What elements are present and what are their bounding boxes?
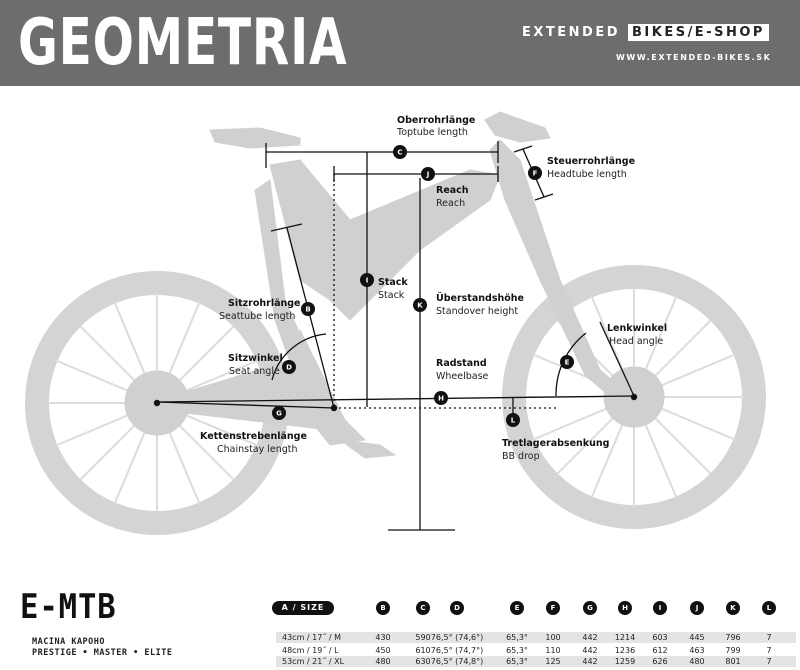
value-cell-d: 76,5° (74,7°)	[430, 646, 484, 655]
label-headtube-en: Headtube length	[547, 169, 627, 180]
label-reach-en: Reach	[436, 198, 466, 209]
model-line-2: PRESTIGE • MASTER • ELITE	[32, 648, 173, 658]
table-category: E-MTB	[20, 587, 117, 627]
column-header-l: L	[762, 601, 776, 615]
header-banner	[0, 0, 800, 86]
marker-g: G	[276, 409, 282, 418]
table-row	[276, 645, 796, 656]
label-wheelbase-en: Wheelbase	[436, 371, 489, 382]
column-header-c: C	[416, 601, 430, 615]
size-cell: 48cm / 19˝ / L	[282, 646, 339, 655]
value-cell-j: 480	[689, 657, 705, 666]
size-column-header: A / SIZE	[272, 601, 334, 615]
page-title: GEOMETRIA	[18, 6, 348, 80]
label-headtube: Steuerrohrlänge	[547, 156, 636, 167]
label-seatangle: Sitzwinkel	[228, 353, 283, 364]
value-cell-f: 125	[545, 657, 561, 666]
label-stack: Stack	[378, 277, 408, 288]
marker-d: D	[286, 363, 292, 372]
column-header-e: E	[510, 601, 524, 615]
label-chainstay-en: Chainstay length	[217, 444, 298, 455]
label-chainstay: Kettenstrebenlänge	[200, 431, 307, 442]
label-bbdrop: Tretlagerabsenkung	[502, 438, 610, 449]
value-cell-c: 590	[415, 633, 431, 642]
marker-h: H	[438, 394, 444, 403]
value-cell-e: 65,3°	[506, 646, 528, 655]
value-cell-f: 110	[545, 646, 561, 655]
label-headangle: Lenkwinkel	[607, 323, 668, 334]
value-cell-i: 626	[652, 657, 668, 666]
column-header-j: J	[690, 601, 704, 615]
size-cell: 43cm / 17˝ / M	[282, 633, 342, 642]
label-seattube-en: Seattube length	[219, 311, 296, 322]
marker-j: J	[426, 170, 430, 179]
label-standover-en: Standover height	[436, 306, 519, 317]
size-cell: 53cm / 21˝ / XL	[282, 657, 345, 666]
column-header-i: I	[653, 601, 667, 615]
marker-k: K	[417, 301, 423, 310]
brand-logo[interactable]	[522, 22, 769, 42]
brand-left: EXTENDED	[522, 24, 620, 40]
value-cell-b: 450	[375, 646, 391, 655]
value-cell-j: 463	[689, 646, 705, 655]
value-cell-h: 1236	[614, 646, 636, 655]
brand-right: BIKES/E-SHOP	[628, 24, 769, 41]
label-bbdrop-en: BB drop	[502, 451, 540, 462]
column-header-d: D	[450, 601, 464, 615]
value-cell-f: 100	[545, 633, 561, 642]
value-cell-k: 801	[725, 657, 741, 666]
value-cell-l: 7	[766, 657, 772, 666]
marker-e: E	[564, 358, 570, 367]
value-cell-g: 442	[582, 657, 598, 666]
value-cell-l: 7	[766, 646, 772, 655]
label-reach: Reach	[436, 185, 469, 196]
model-name	[32, 637, 172, 659]
label-stack-en: Stack	[378, 290, 405, 301]
value-cell-j: 445	[689, 633, 705, 642]
value-cell-h: 1259	[614, 657, 636, 666]
value-cell-k: 796	[725, 633, 741, 642]
value-cell-b: 480	[375, 657, 391, 666]
marker-i: I	[365, 276, 369, 285]
column-header-k: K	[726, 601, 740, 615]
table-row	[276, 656, 796, 667]
label-toptube: Oberrohrlänge	[397, 115, 476, 126]
table-row	[276, 632, 796, 643]
model-line-1: MACINA KAPOHO	[32, 637, 106, 647]
value-cell-c: 610	[415, 646, 431, 655]
value-cell-g: 442	[582, 633, 598, 642]
marker-l: L	[510, 416, 516, 425]
value-cell-d: 76,5° (74,8°)	[430, 657, 484, 666]
geometry-diagram	[0, 86, 800, 586]
value-cell-l: 7	[766, 633, 772, 642]
label-seattube: Sitzrohrlänge	[228, 298, 301, 309]
marker-b: B	[305, 305, 311, 314]
measurement-lines	[157, 141, 634, 530]
value-cell-e: 65,3°	[506, 657, 528, 666]
value-cell-h: 1214	[614, 633, 636, 642]
value-cell-b: 430	[375, 633, 391, 642]
column-header-h: H	[618, 601, 632, 615]
value-cell-d: 76,5° (74,6°)	[430, 633, 484, 642]
column-header-f: F	[546, 601, 560, 615]
column-header-b: B	[376, 601, 390, 615]
value-cell-g: 442	[582, 646, 598, 655]
value-cell-k: 799	[725, 646, 741, 655]
column-header-g: G	[583, 601, 597, 615]
label-standover: Überstandshöhe	[436, 293, 524, 304]
label-headangle-en: Head angle	[609, 336, 664, 347]
label-toptube-en: Toptube length	[397, 127, 468, 138]
label-seatangle-en: Seat angle	[229, 366, 280, 377]
value-cell-i: 603	[652, 633, 668, 642]
value-cell-i: 612	[652, 646, 668, 655]
marker-c: C	[397, 148, 403, 157]
marker-f: F	[532, 169, 538, 178]
website-link[interactable]: WWW.EXTENDED-BIKES.SK	[616, 53, 772, 62]
label-wheelbase: Radstand	[436, 358, 487, 369]
value-cell-e: 65,3°	[506, 633, 528, 642]
value-cell-c: 630	[415, 657, 431, 666]
